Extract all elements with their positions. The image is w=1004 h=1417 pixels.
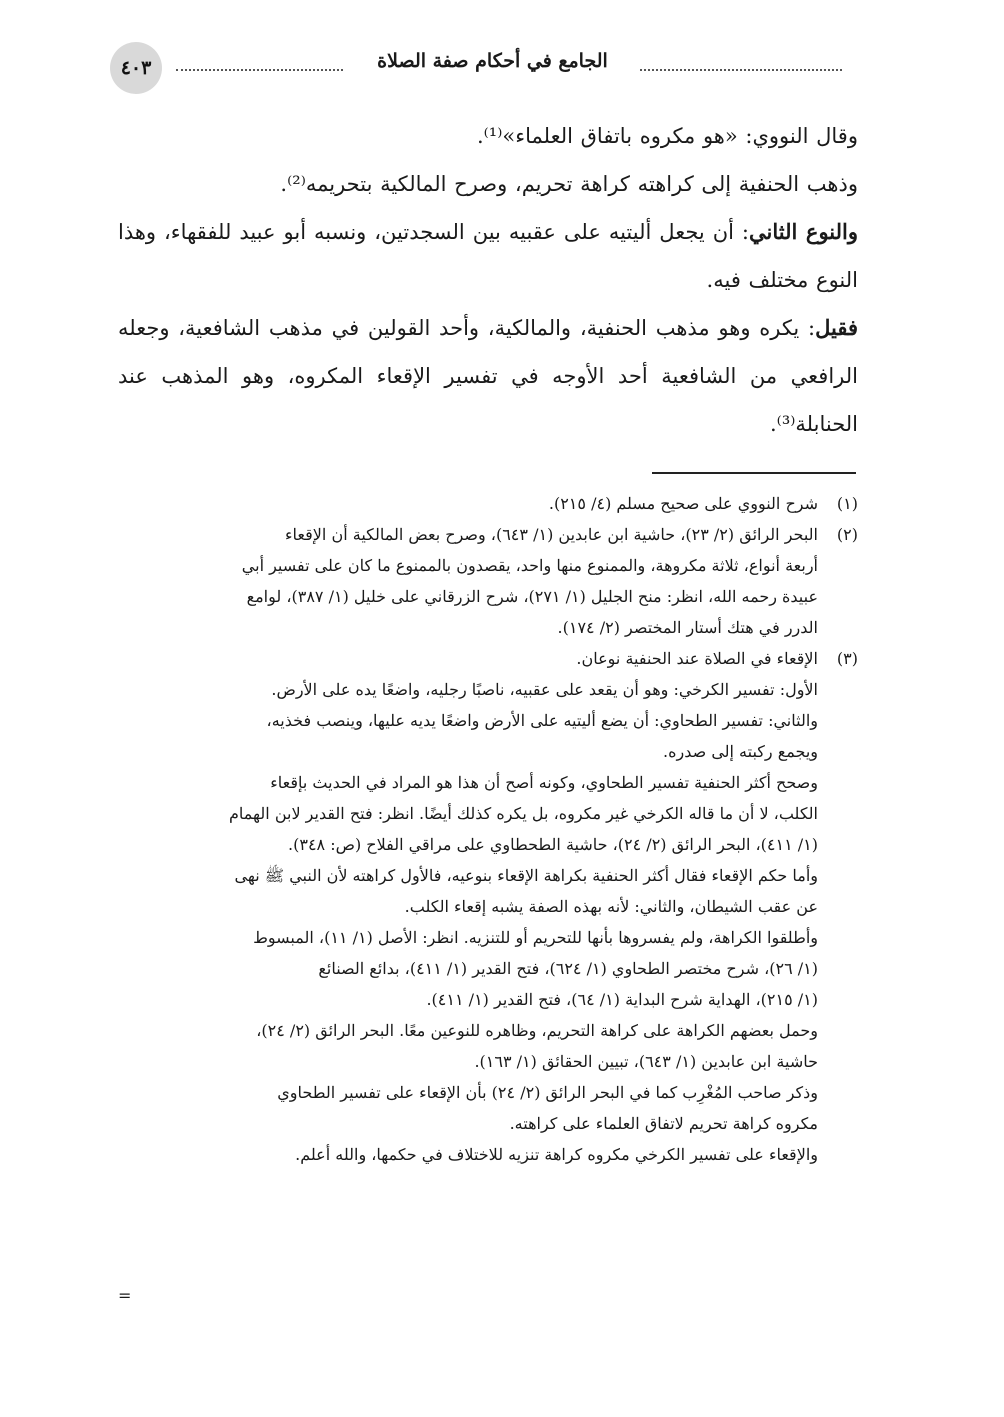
footnote-line: أربعة أنواع، ثلاثة مكروهة، والممنوع منها واحد، يقصدون بالممنوع ما كان على تفسير أبي	[241, 556, 818, 575]
paragraph-nawawi-quote: وقال النووي: «هو مكروه باتفاق العلماء»⁽¹⁾.	[476, 124, 858, 148]
footnote-line: وذكر صاحب المُغْرِب كما في البحر الرائق (٢/ ٢٤) بأن الإقعاء على تفسير الطحاوي	[277, 1083, 818, 1102]
header-dotted-rule-right	[640, 55, 842, 71]
page-header	[0, 0, 1004, 110]
footnote-line: البحر الرائق (٢/ ٢٣)، حاشية ابن عابدين (١/ ٦٤٣)، وصرح بعض المالكية أن الإقعاء	[285, 525, 818, 544]
footnote-3	[118, 643, 858, 1170]
page-number: ٤٠٣	[120, 57, 152, 79]
footnote-2	[118, 519, 858, 643]
paragraph-second-type	[118, 208, 858, 304]
footnote-line: عبيدة رحمه الله، انظر: منح الجليل (١/ ٢٧١)، شرح الزرقاني على خليل (١/ ٣٨٧)، لوامع	[246, 587, 818, 606]
footnote-line: والإقعاء على تفسير الكرخي مكروه كراهة تنزيه للاختلاف في حكمها، والله أعلم.	[295, 1145, 818, 1164]
second-type-text: : أن يجعل أليتيه على عقبيه بين السجدتين، ونسبه أبو عبيد للفقهاء، وهذا النوع مختلف فيه.	[118, 220, 858, 292]
footnote-separator	[652, 472, 856, 474]
footnote-line: عن عقب الشيطان، والثاني: لأنه بهذه الصفة يشبه إقعاء الكلب.	[404, 897, 818, 916]
footnote-line: (١/ ٢١٥)، الهداية شرح البداية (١/ ٦٤)، فتح القدير (١/ ٤١١).	[426, 990, 818, 1009]
footnote-line: الدرر في هتك أستار المختصر (٢/ ١٧٤).	[557, 618, 818, 637]
paragraph-first-opinion	[118, 304, 858, 448]
bold-lead-second-type: والنوع الثاني	[749, 219, 859, 244]
footnote-number: (٣)	[836, 649, 858, 668]
footnote-line: شرح النووي على صحيح مسلم (٤/ ٢١٥).	[548, 494, 818, 513]
page-number-badge	[110, 42, 162, 94]
footnote-line: وأطلقوا الكراهة، ولم يفسروها بأنها للتحريم أو للتنزيه. انظر: الأصل (١/ ١١)، المبسوط	[253, 928, 818, 947]
footnote-line: الإقعاء في الصلاة عند الحنفية نوعان.	[576, 649, 818, 668]
footnote-line: وحمل بعضهم الكراهة على كراهة التحريم، وظاهره للنوعين معًا. البحر الرائق (٢/ ٢٤)،	[256, 1021, 818, 1040]
paragraph-hanafi-view: وذهب الحنفية إلى كراهته كراهة تحريم، وصرح المالكية بتحريمه⁽²⁾.	[280, 172, 858, 196]
footnote-number: (١)	[836, 494, 858, 513]
opinion-text: : يكره وهو مذهب الحنفية، والمالكية، وأحد القولين في مذهب الشافعية، وجعله الرافعي من الشافعية أحد الأوجه في تفسير الإقعاء المكروه، وهو المذهب عند الحنابلة⁽³⁾.	[118, 316, 858, 436]
footnote-number: (٢)	[836, 525, 858, 544]
footnote-line: (١/ ٤١١)، البحر الرائق (٢/ ٢٤)، حاشية الطحطاوي على مراقي الفلاح (ص: ٣٤٨).	[288, 835, 818, 854]
footnote-line: وصحح أكثر الحنفية تفسير الطحاوي، وكونه أصح أن هذا هو المراد في الحديث بإقعاء	[270, 773, 818, 792]
footnotes	[118, 488, 858, 1170]
footnote-line: والثاني: تفسير الطحاوي: أن يضع أليتيه على الأرض واضعًا يديه عليها، وينصب فخذيه،	[266, 711, 818, 730]
footnote-line: الكلب، لا أن ما قاله الكرخي غير مكروه، بل يكره كذلك أيضًا. انظر: فتح القدير لابن الهمام	[229, 804, 818, 823]
footnote-line: حاشية ابن عابدين (١/ ٦٤٣)، تبيين الحقائق (١/ ١٦٣).	[474, 1052, 818, 1071]
main-text	[118, 112, 858, 448]
footnote-line: (١/ ٢٦)، شرح مختصر الطحاوي (١/ ٦٢٤)، فتح القدير (١/ ٤١١)، بدائع الصنائع	[318, 959, 818, 978]
bold-lead-opinion: فقيل	[815, 315, 858, 340]
footnote-continuation-mark: =	[118, 1286, 132, 1305]
running-title: الجامع في أحكام صفة الصلاة	[377, 50, 608, 72]
footnote-line: وأما حكم الإقعاء فقال أكثر الحنفية بكراهة الإقعاء بنوعيه، فالأول كراهته لأن النبي ﷺ نهى	[234, 866, 818, 885]
footnote-1	[118, 488, 858, 519]
footnote-line: ويجمع ركبته إلى صدره.	[663, 742, 818, 761]
footnote-line: الأول: تفسير الكرخي: وهو أن يقعد على عقبيه، ناصبًا رجليه، واضعًا يده على الأرض.	[271, 680, 818, 699]
header-dotted-rule-left	[176, 55, 343, 71]
footnote-line: مكروه كراهة تحريم لاتفاق العلماء على كراهته.	[509, 1114, 818, 1133]
